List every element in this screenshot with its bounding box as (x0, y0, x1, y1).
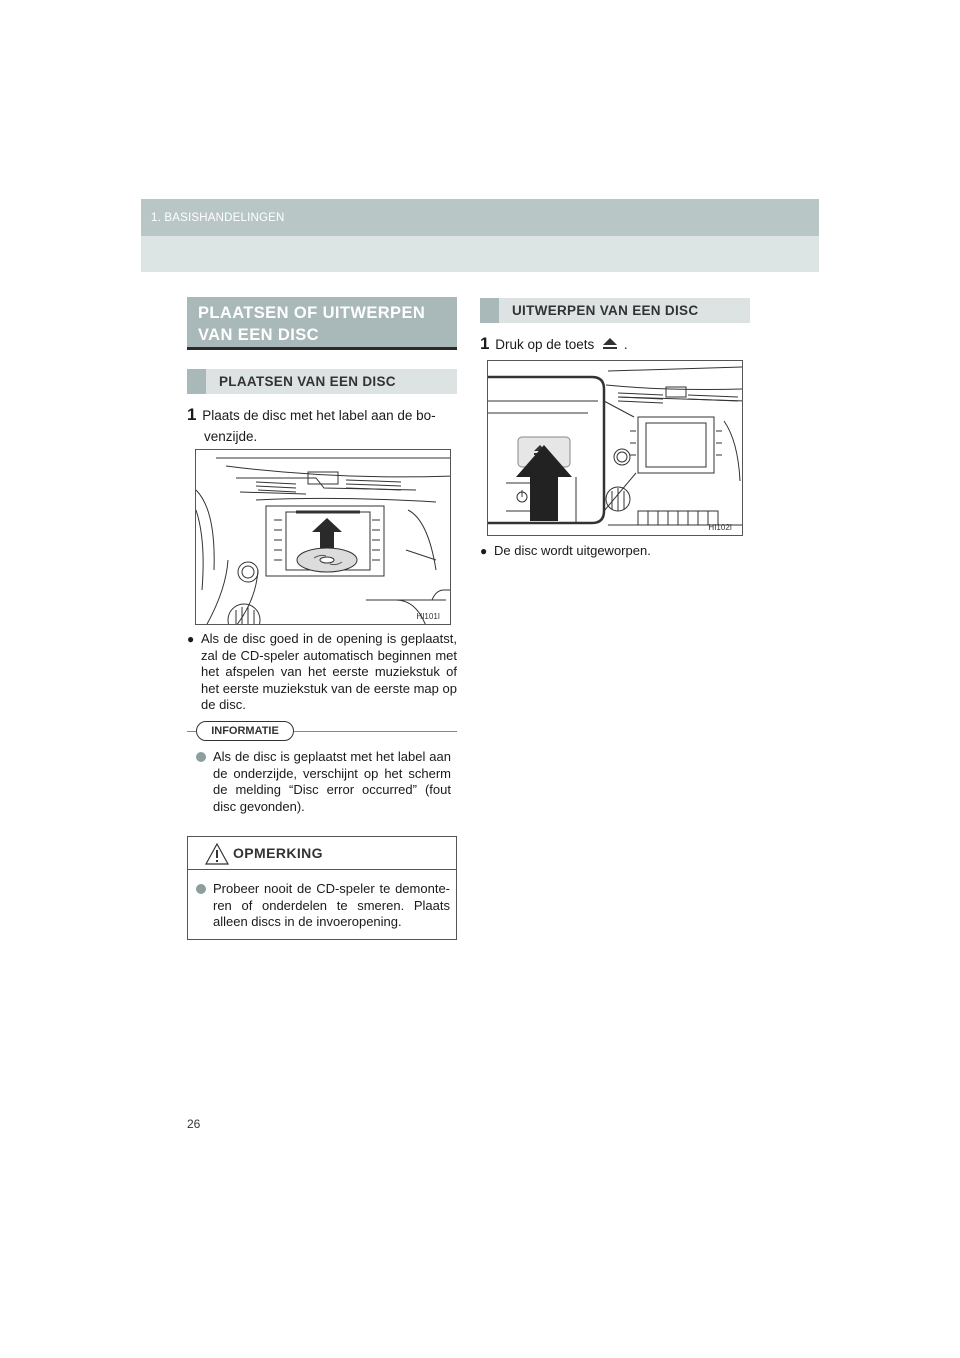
bullet-text: De disc wordt uitgeworpen. (494, 543, 651, 558)
step-end: . (623, 337, 628, 352)
subsection-eject-disc (480, 298, 750, 323)
warning-text: Probeer nooit de CD-speler te demonte-ren of onderdelen te smeren. Plaats alleen discs in de invoeropening. (213, 881, 450, 929)
step-text: Druk op de toets (495, 337, 595, 352)
step-text-line1: Plaats de disc met het label aan de bo- (202, 408, 436, 423)
bullet-text: Als de disc goed in de opening is geplaatst, zal de CD-speler automatisch beginnen met het afspelen van het eerste muziekstuk of het eerste muziekstuk van de eerste map op de disc. (201, 631, 457, 712)
figure-eject-disc (487, 360, 743, 536)
warning-dot-icon (196, 884, 206, 894)
bullet-marker: ● (480, 544, 488, 558)
step-text-line2: venzijde. (204, 429, 258, 444)
step-1-eject (480, 333, 760, 355)
header-band (141, 236, 819, 272)
step-1-insert (187, 404, 467, 447)
section-title (187, 297, 457, 350)
figure-code: HI101I (416, 612, 440, 621)
info-item (196, 749, 451, 815)
eject-button-illustration (488, 361, 743, 536)
warning-title: OPMERKING (233, 845, 323, 861)
subsection-marker (187, 369, 206, 394)
warning-item (196, 881, 450, 931)
warning-box (187, 836, 457, 940)
subsection-title: UITWERPEN VAN EEN DISC (512, 303, 699, 318)
info-dot-icon (196, 752, 206, 762)
chapter-header (141, 199, 819, 236)
info-text: Als de disc is geplaatst met het label aan de onderzijde, verschijnt op het scherm de melding “Disc error occurred” (fout disc gevonden). (213, 749, 451, 814)
section-title-line2: VAN EEN DISC (198, 326, 319, 344)
section-title-line1: PLAATSEN OF UITWERPEN (198, 304, 426, 322)
info-badge: INFORMATIE (196, 721, 294, 741)
bullet-ejected (480, 543, 750, 560)
figure-insert-disc (195, 449, 451, 625)
bullet-autoplay (187, 631, 457, 714)
figure-code: HI102I (708, 523, 732, 532)
warning-triangle-icon (205, 843, 229, 865)
eject-icon (602, 337, 618, 350)
step-number: 1 (480, 334, 490, 353)
subsection-title: PLAATSEN VAN EEN DISC (219, 374, 396, 389)
warning-header (188, 837, 456, 870)
page-number: 26 (187, 1117, 201, 1131)
subsection-insert-disc (187, 369, 457, 394)
subsection-marker (480, 298, 499, 323)
bullet-marker: ● (187, 632, 195, 646)
step-number: 1 (187, 405, 197, 424)
chapter-title: 1. BASISHANDELINGEN (151, 212, 285, 224)
dashboard-illustration (196, 450, 451, 625)
